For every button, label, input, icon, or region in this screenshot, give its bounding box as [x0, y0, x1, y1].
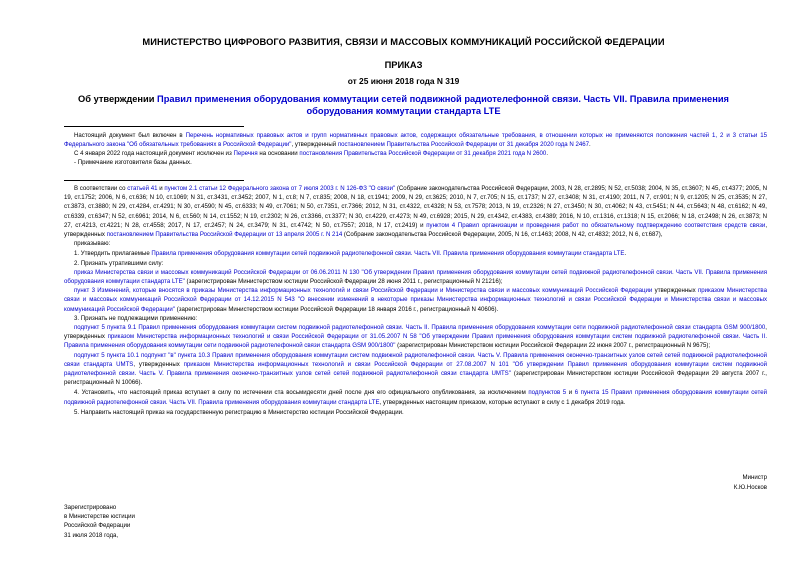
- article-41-link[interactable]: статьей 41: [127, 185, 158, 192]
- postanovlenie-2467-link[interactable]: постановлением Правительства Российской Федерации от 31 декабря 2020 года N 2467: [337, 141, 590, 148]
- order-130-link[interactable]: приказ Министерства связи и массовых коммуникаций Российской Федерации от 06.06.2011 N 130 "Об утверждении Правил применения оборудования коммутации сетей подвижной радиотелефонной связи. Часть VII. Правила применения оборудования коммутации стандарта LTE": [64, 268, 767, 286]
- note-text: , утвержденный: [291, 141, 338, 148]
- not-applicable-gsm-paragraph: [64, 323, 767, 351]
- editor-notes: [64, 131, 767, 167]
- document-date-number: от 25 июня 2018 года N 319: [347, 76, 460, 86]
- signature-name: К.Ю.Носков: [733, 484, 767, 491]
- body-text: .: [624, 250, 627, 258]
- body-text: (зарегистрирован Министерством юстиции Российской Федерации 29 августа 2007 г., регистрационный N 10066).: [64, 370, 767, 387]
- body-text: , утвержденных: [64, 324, 767, 341]
- item-2-paragraph: 2. Признать утратившими силу:: [74, 259, 164, 267]
- registration-block: [64, 503, 135, 540]
- perechnya-link[interactable]: Перечня: [233, 150, 258, 157]
- item-4-paragraph: [64, 388, 767, 406]
- item-3-paragraph: 3. Признать не подлежащими применению:: [74, 314, 198, 322]
- body-text: (Собрание законодательства Российской Федерации, 2003, N 28, ст.2895; N 52, ст.5038; 2004, N 35, ст.3607; N 45, ст.4377; 2005, N 19, ст.1752; 2006, N 6, ст.636; N 10, ст.1069; N 31, ст.3431, ст.3452; 2007, N 1, ст.8; N 7, ст.835; 2008, N 18, ст.1941; 2009, N 29, ст.3625; 2010, N 7, ст.705; N 15, ст.1737; N 27, ст.3408; N 31, ст.4190; 2011, N 7, ст.901; N 9, ст.1205; N 25, ст.3535; N 27, ст.3873, ст.3880; N 29, ст.4284, ст.4291; N 30, ст.4590; N 45, ст.6333; N 49, ст.7061; N 50, ст.7351, ст.7366; 2012, N 31, ст.4322, ст.4328; N 53, ст.7578; 2013, N 19, ст.2326; N 27, ст.3450; N 30, ст.4062; N 43, ст.5451; N 44, ст.5643; N 48, ст.6162; N 49, ст.6339, ст.6347; N 52, ст.6961; 2014, N 6, ст.560; N 14, ст.1552; N 19, ст.2302; N 26, ст.3366, ст.3377; N 30, ст.4229, ст.4273; N 49, ст.6928; 2015, N 29, ст.4342, ст.4383, ст.4389; 2016, N 10, ст.1316, ст.1318; N 15, ст.2066; N 18, ст.2498; N 26, ст.3873; N 27, ст.4213, ст.4221; N 28, ст.4558; 2017, N 17, ст.2457; N 24, ст.3479; N 31, ст.4742; N 50, ст.7557; 2018, N 17, ст.2419) и: [64, 185, 767, 229]
- item-5-paragraph: 5. Направить настоящий приказ на государственную регистрацию в Министерство юстиции Российской Федерации.: [74, 408, 404, 416]
- document-body: [64, 184, 767, 417]
- document-type: ПРИКАЗ: [384, 60, 423, 70]
- title-link[interactable]: Правил применения оборудования коммутации сетей подвижной радиотелефонной связи. Часть VII. Правила применения оборудования коммутации стандарта LTE: [157, 94, 729, 116]
- umts-rules-subpoint-link[interactable]: подпункт 5 пункта 10.1 подпункт "в" пункта 10.3 Правил применения оборудования коммутации систем подвижной радиотелефонной связи. Часть V. Правила применения оконечно-транзитных узлов сетей сетей подвижной радиотелефонной связи стандарта UMTS: [64, 351, 767, 368]
- item-1-paragraph: [64, 249, 767, 258]
- law-126-fz-link[interactable]: пунктом 2.1 статьи 12 Федерального закона от 7 июля 2003 г. N 126-ФЗ "О связи": [164, 185, 396, 192]
- note-text: на основании: [257, 150, 300, 157]
- note-text: .: [546, 150, 549, 157]
- body-text: и: [157, 185, 165, 192]
- rules-point-4-link[interactable]: пунктом 4 Правил организации и проведения работ по обязательному подтверждению соответствия средств связи: [426, 221, 766, 229]
- body-text: (зарегистрирован Министерством юстиции Российской Федерации 28 июня 2011 г., регистрационный N 21216);: [184, 278, 503, 286]
- gsm-rules-subpoint-link[interactable]: подпункт 5 пункта 9.1 Правил применения оборудования коммутации систем подвижной радиотелефонной связи. Часть II. Правила применения оборудования коммутации сети подвижной радиотелефонной связи стандарта GSM 900/1800: [74, 324, 766, 332]
- note-text: С 4 января 2022 года настоящий документ исключен из: [74, 150, 234, 157]
- perechen-link[interactable]: Перечень нормативных правовых актов и групп нормативных правовых актов, содержащих обязательные требования, в отношении которых не применяются положения частей 1, 2 и 3 статьи 15 Федерального закона "Об обязательных требованиях в Российской Федерации": [64, 132, 768, 148]
- order-word-paragraph: приказываю:: [74, 240, 111, 248]
- notes-top-divider: [64, 126, 244, 127]
- body-text: 4. Установить, что настоящий приказ вступает в силу по истечении ста восьмидесяти дней после дня его официального опубликования, за исключением: [74, 389, 529, 397]
- preamble-paragraph: [64, 184, 767, 239]
- body-text: (зарегистрирован Министерством юстиции Российской Федерации 22 июня 2007 г., регистрационный N 9675);: [395, 342, 711, 350]
- body-text: , утвержденных настоящим приказом, которые вступают в силу с 1 декабря 2019 года.: [379, 398, 626, 406]
- body-text: (Собрание законодательства Российской Федерации, 2005, N 16, ст.1463; 2008, N 42, ст.4832; 2012, N 6, ст.687),: [342, 231, 663, 239]
- note-text: .: [589, 141, 591, 148]
- registration-line: 31 июля 2018 года,: [64, 531, 119, 539]
- signature-position: Министр: [742, 474, 767, 481]
- repealed-order-130-paragraph: [64, 268, 767, 286]
- postanovlenie-2600-link[interactable]: постановления Правительства Российской Федерации от 31 декабря 2021 года N 2600: [299, 150, 547, 157]
- registration-line: Зарегистрировано: [64, 504, 117, 511]
- body-text: , утвержденных: [133, 360, 184, 368]
- note-text: Настоящий документ был включен в: [74, 132, 186, 139]
- order-58-link[interactable]: приказом Министерства информационных технологий и связи Российской Федерации от 31.05.2007 N 58 "Об утверждении Правил применения оборудования коммутации систем подвижной радиотелефонной связи. Часть II. Правила применения оборудования коммутации сети подвижной радиотелефонной связи стандарта GSM 900/1800": [64, 333, 768, 350]
- approved-rules-link[interactable]: Правила применения оборудования коммутации сетей подвижной радиотелефонной связи. Часть VII. Правила применения оборудования коммутации стандарта LTE: [151, 250, 625, 258]
- ministry-name: МИНИСТЕРСТВО ЦИФРОВОГО РАЗВИТИЯ, СВЯЗИ И МАССОВЫХ КОММУНИКАЦИЙ РОССИЙСКОЙ ФЕДЕРАЦИИ: [142, 37, 665, 47]
- not-applicable-umts-paragraph: [64, 351, 767, 388]
- note-inclusion: [64, 131, 767, 149]
- note-exclusion: [64, 149, 767, 158]
- repealed-point-3-paragraph: [64, 286, 767, 314]
- note-db-remark: - Примечание изготовителя базы данных.: [74, 159, 192, 166]
- postanovlenie-214-link[interactable]: постановлением Правительства Российской Федерации от 13 апреля 2005 г. N 214: [106, 231, 343, 239]
- subpoints-5-link[interactable]: подпунктов 5: [528, 389, 567, 397]
- order-543-link[interactable]: приказом Министерства связи и массовых коммуникаций Российской Федерации от 14.12.2015 N 543 "О внесении изменений в некоторые приказы Министерства информационных технологий и связи Российской Федерации и Министерства связи и массовых коммуникаций Российской Федерации": [64, 287, 767, 313]
- body-text: (зарегистрирован Министерством юстиции Российской Федерации 18 января 2016 г., регистрационный N 40606).: [175, 305, 499, 313]
- body-text: и: [566, 389, 575, 397]
- registration-line: Российской Федерации: [64, 522, 131, 530]
- document-title: [70, 94, 737, 117]
- body-text: , утвержденных: [64, 221, 768, 239]
- body-text: 1. Утвердить прилагаемые: [74, 250, 152, 258]
- notes-bottom-divider: [64, 180, 244, 181]
- point-15-rules-link[interactable]: 6 пункта 15 Правил применения оборудования коммутации сетей подвижной радиотелефонной связи. Часть VII. Правила применения оборудования коммутации стандарта LTE: [64, 389, 767, 406]
- registration-line: в Министерстве юстиции: [64, 513, 135, 521]
- body-text: В соответствии со: [74, 185, 128, 192]
- changes-point-3-link[interactable]: пункт 3 Изменений, которые вносятся в приказы Министерства информационных технологий и связи Российской Федерации и Министерства связи и массовых коммуникаций Российской Федерации: [74, 287, 653, 295]
- body-text: утвержденных: [652, 287, 698, 295]
- order-101-link[interactable]: приказом Министерства информационных технологий и связи Российской Федерации от 27.08.2007 N 101 "Об утверждении Правил применения оборудования коммутации систем подвижной радиотелефонной связи. Часть V. Правила применения оконечно-транзитных узлов сетей сетей подвижной радиотелефонной связи стандарта UMTS": [64, 360, 767, 378]
- title-prefix: Об утверждении: [78, 94, 158, 104]
